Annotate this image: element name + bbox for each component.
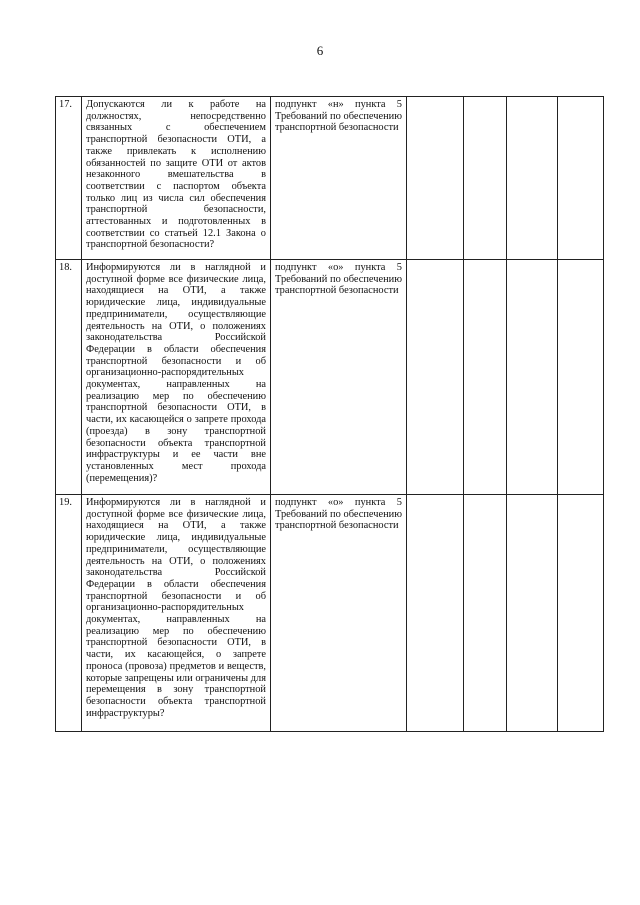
answer-cell-yes[interactable] — [407, 260, 464, 495]
reference-text: подпункт «о» пункта 5 Требований по обеспечению транспортной безопасности — [275, 262, 402, 297]
question-text: Допускаются ли к работе на должностях, непосредственно связанных с обеспечением транспортной безопасности ОТИ, а также привлекать к исполнению обязанностей по защите ОТИ от актов незаконного вмешательства в соответствии с паспортом объекта только лиц из числа сил обеспечения транспортной безопасности, аттестованных и подготовленных в соответствии со статьей 12.1 Закона о транспортной безопасности? — [82, 97, 271, 260]
page-number: 6 — [316, 43, 324, 58]
answer-cell-note[interactable] — [558, 97, 604, 260]
answer-cell-no[interactable] — [464, 260, 507, 495]
reference-cell — [271, 260, 407, 495]
answer-cell-no[interactable] — [464, 97, 507, 260]
question-text: Информируются ли в наглядной и доступной форме все физические лица, находящиеся на ОТИ, а также юридические лица, индивидуальные предприниматели, осуществляющие деятельность на ОТИ, о положениях законодательства Российской Федерации в области обеспечения транспортной безопасности и об организационно-распорядительных документах, направленных на реализацию мер по обеспечению транспортной безопасности ОТИ, в части, их касающейся о запрете прохода (проезда) в зону транспортной безопасности объекта транспортной инфраструктуры и ее части вне установленных мест прохода (перемещения)? — [82, 260, 271, 495]
reference-cell — [271, 97, 407, 260]
table-row — [56, 97, 604, 260]
answer-cell-not-applicable[interactable] — [507, 260, 558, 495]
row-number: 18. — [56, 260, 82, 495]
answer-cell-note[interactable] — [558, 495, 604, 732]
row-number: 17. — [56, 97, 82, 260]
reference-cell — [271, 495, 407, 732]
answer-cell-note[interactable] — [558, 260, 604, 495]
row-number: 19. — [56, 495, 82, 732]
answer-cell-not-applicable[interactable] — [507, 97, 558, 260]
answer-cell-no[interactable] — [464, 495, 507, 732]
answer-cell-not-applicable[interactable] — [507, 495, 558, 732]
checklist-table — [55, 96, 604, 732]
reference-text: подпункт «о» пункта 5 Требований по обеспечению транспортной безопасности — [275, 497, 402, 532]
reference-text: подпункт «н» пункта 5 Требований по обеспечению транспортной безопасности — [275, 99, 402, 134]
answer-cell-yes[interactable] — [407, 97, 464, 260]
table-row — [56, 260, 604, 495]
table-row — [56, 495, 604, 732]
question-text: Информируются ли в наглядной и доступной форме все физические лица, находящиеся на ОТИ, а также юридические лица, индивидуальные предприниматели, осуществляющие деятельность на ОТИ, о положениях законодательства Российской Федерации в области обеспечения транспортной безопасности и об организационно-распорядительных документах, направленных на реализацию мер по обеспечению транспортной безопасности ОТИ, в части, их касающейся, о запрете проноса (провоза) предметов и веществ, которые запрещены или ограничены для перемещения в зону транспортной безопасности объекта транспортной инфраструктуры? — [82, 495, 271, 732]
answer-cell-yes[interactable] — [407, 495, 464, 732]
